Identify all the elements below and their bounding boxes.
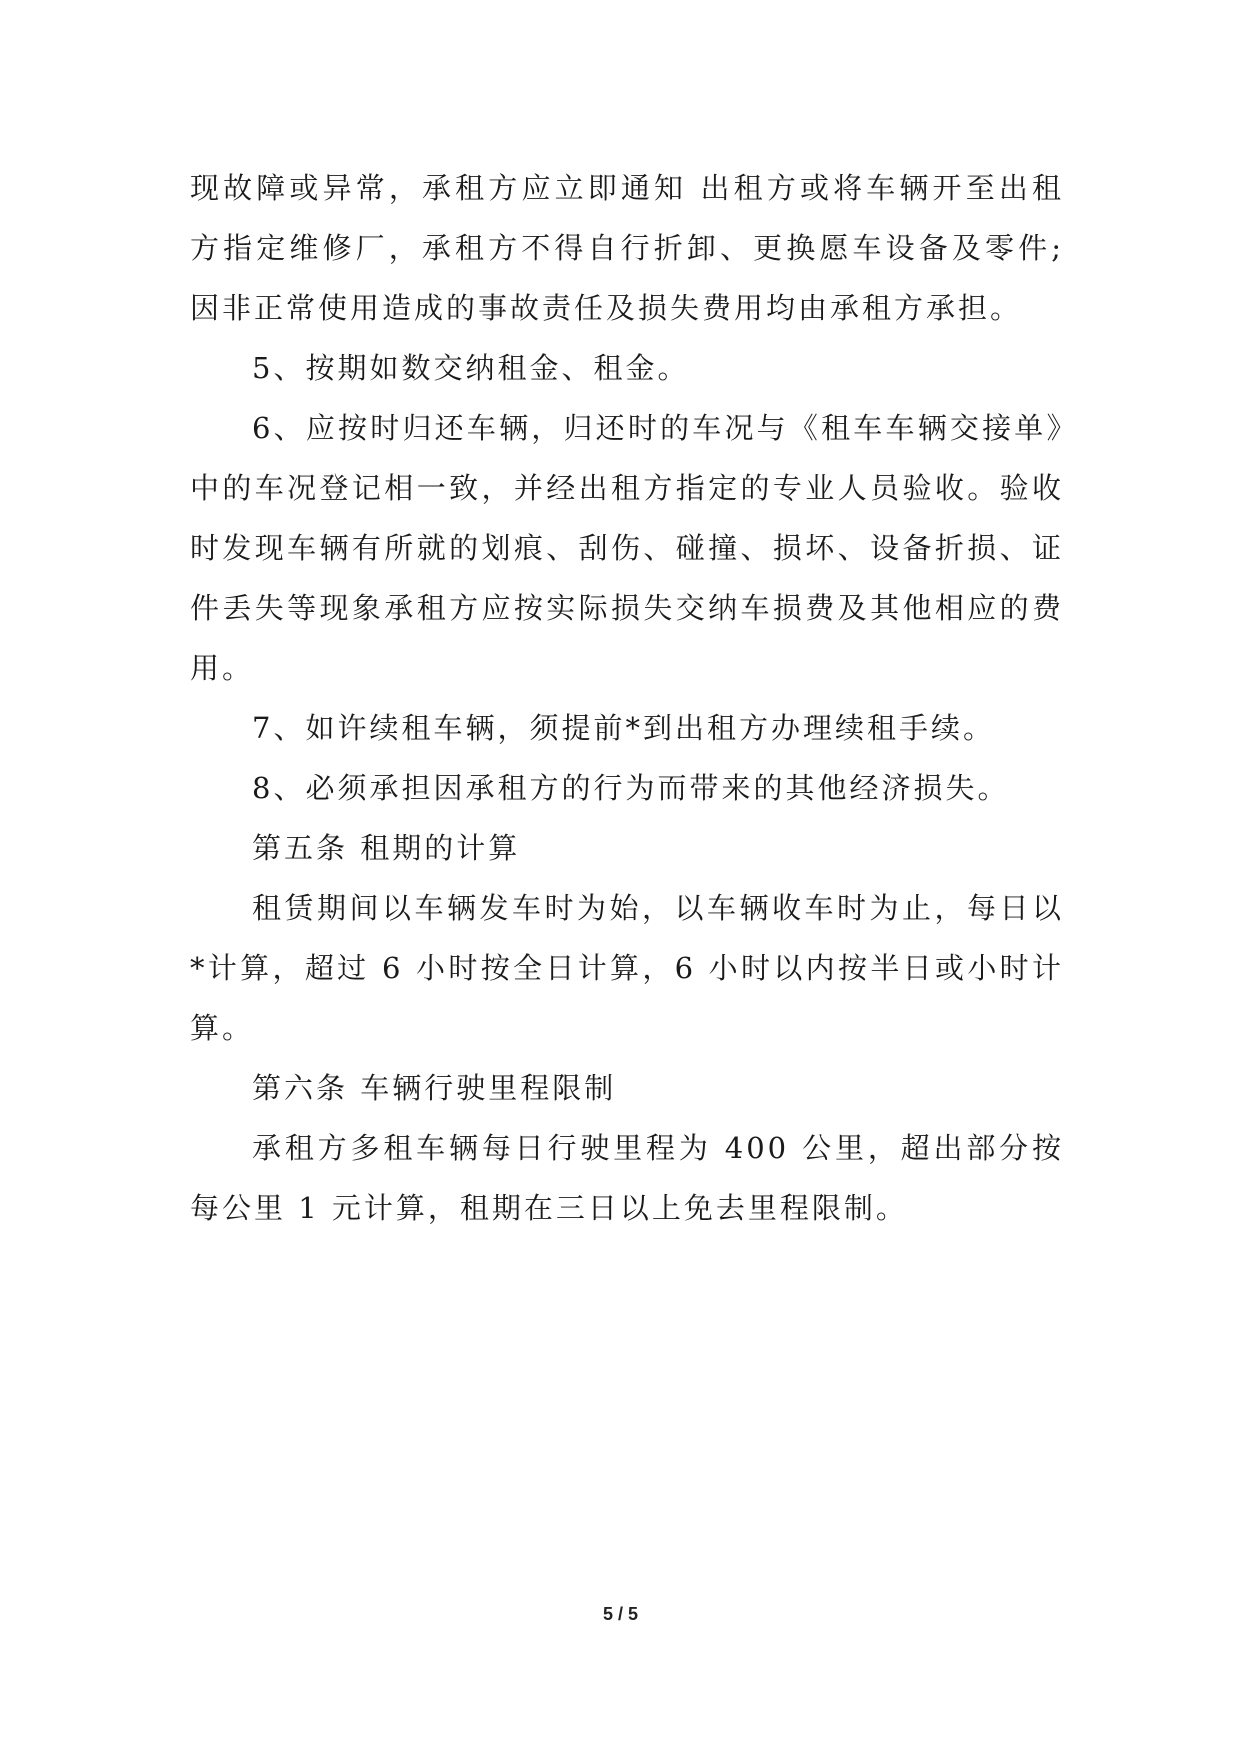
paragraph-clause-8: 8、必须承担因承租方的行为而带来的其他经济损失。 (252, 771, 1010, 805)
section-heading-article-6: 第六条 车辆行驶里程限制 (252, 1071, 617, 1105)
paragraph-mileage-limit: 承租方多租车辆每日行驶里程为 400 公里，超出部分按每公里 1 元计算，租期在三日以上免去里程限制。 (190, 1131, 1064, 1225)
section-heading-article-5: 第五条 租期的计算 (252, 831, 521, 865)
document-body (190, 158, 1064, 1238)
paragraph-continuation: 现故障或异常，承租方应立即通知 出租方或将车辆开至出租方指定维修厂，承租方不得自行折卸、更换愿车设备及零件;因非正常使用造成的事故责任及损失费用均由承租方承担。 (190, 171, 1064, 325)
page-number: 5 / 5 (602, 1604, 639, 1624)
paragraph-clause-5: 5、按期如数交纳租金、租金。 (252, 351, 690, 385)
paragraph-clause-6: 6、应按时归还车辆，归还时的车况与《租车车辆交接单》中的车况登记相一致，并经出租方指定的专业人员验收。验收时发现车辆有所就的划痕、刮伤、碰撞、损坏、设备折损、证件丢失等现象承租方应按实际损失交纳车损费及其他相应的费用。 (190, 411, 1064, 685)
paragraph-rental-period: 租赁期间以车辆发车时为始，以车辆收车时为止，每日以*计算，超过 6 小时按全日计算，6 小时以内按半日或小时计算。 (190, 891, 1064, 1045)
paragraph-clause-7: 7、如许续租车辆，须提前*到出租方办理续租手续。 (252, 711, 995, 745)
